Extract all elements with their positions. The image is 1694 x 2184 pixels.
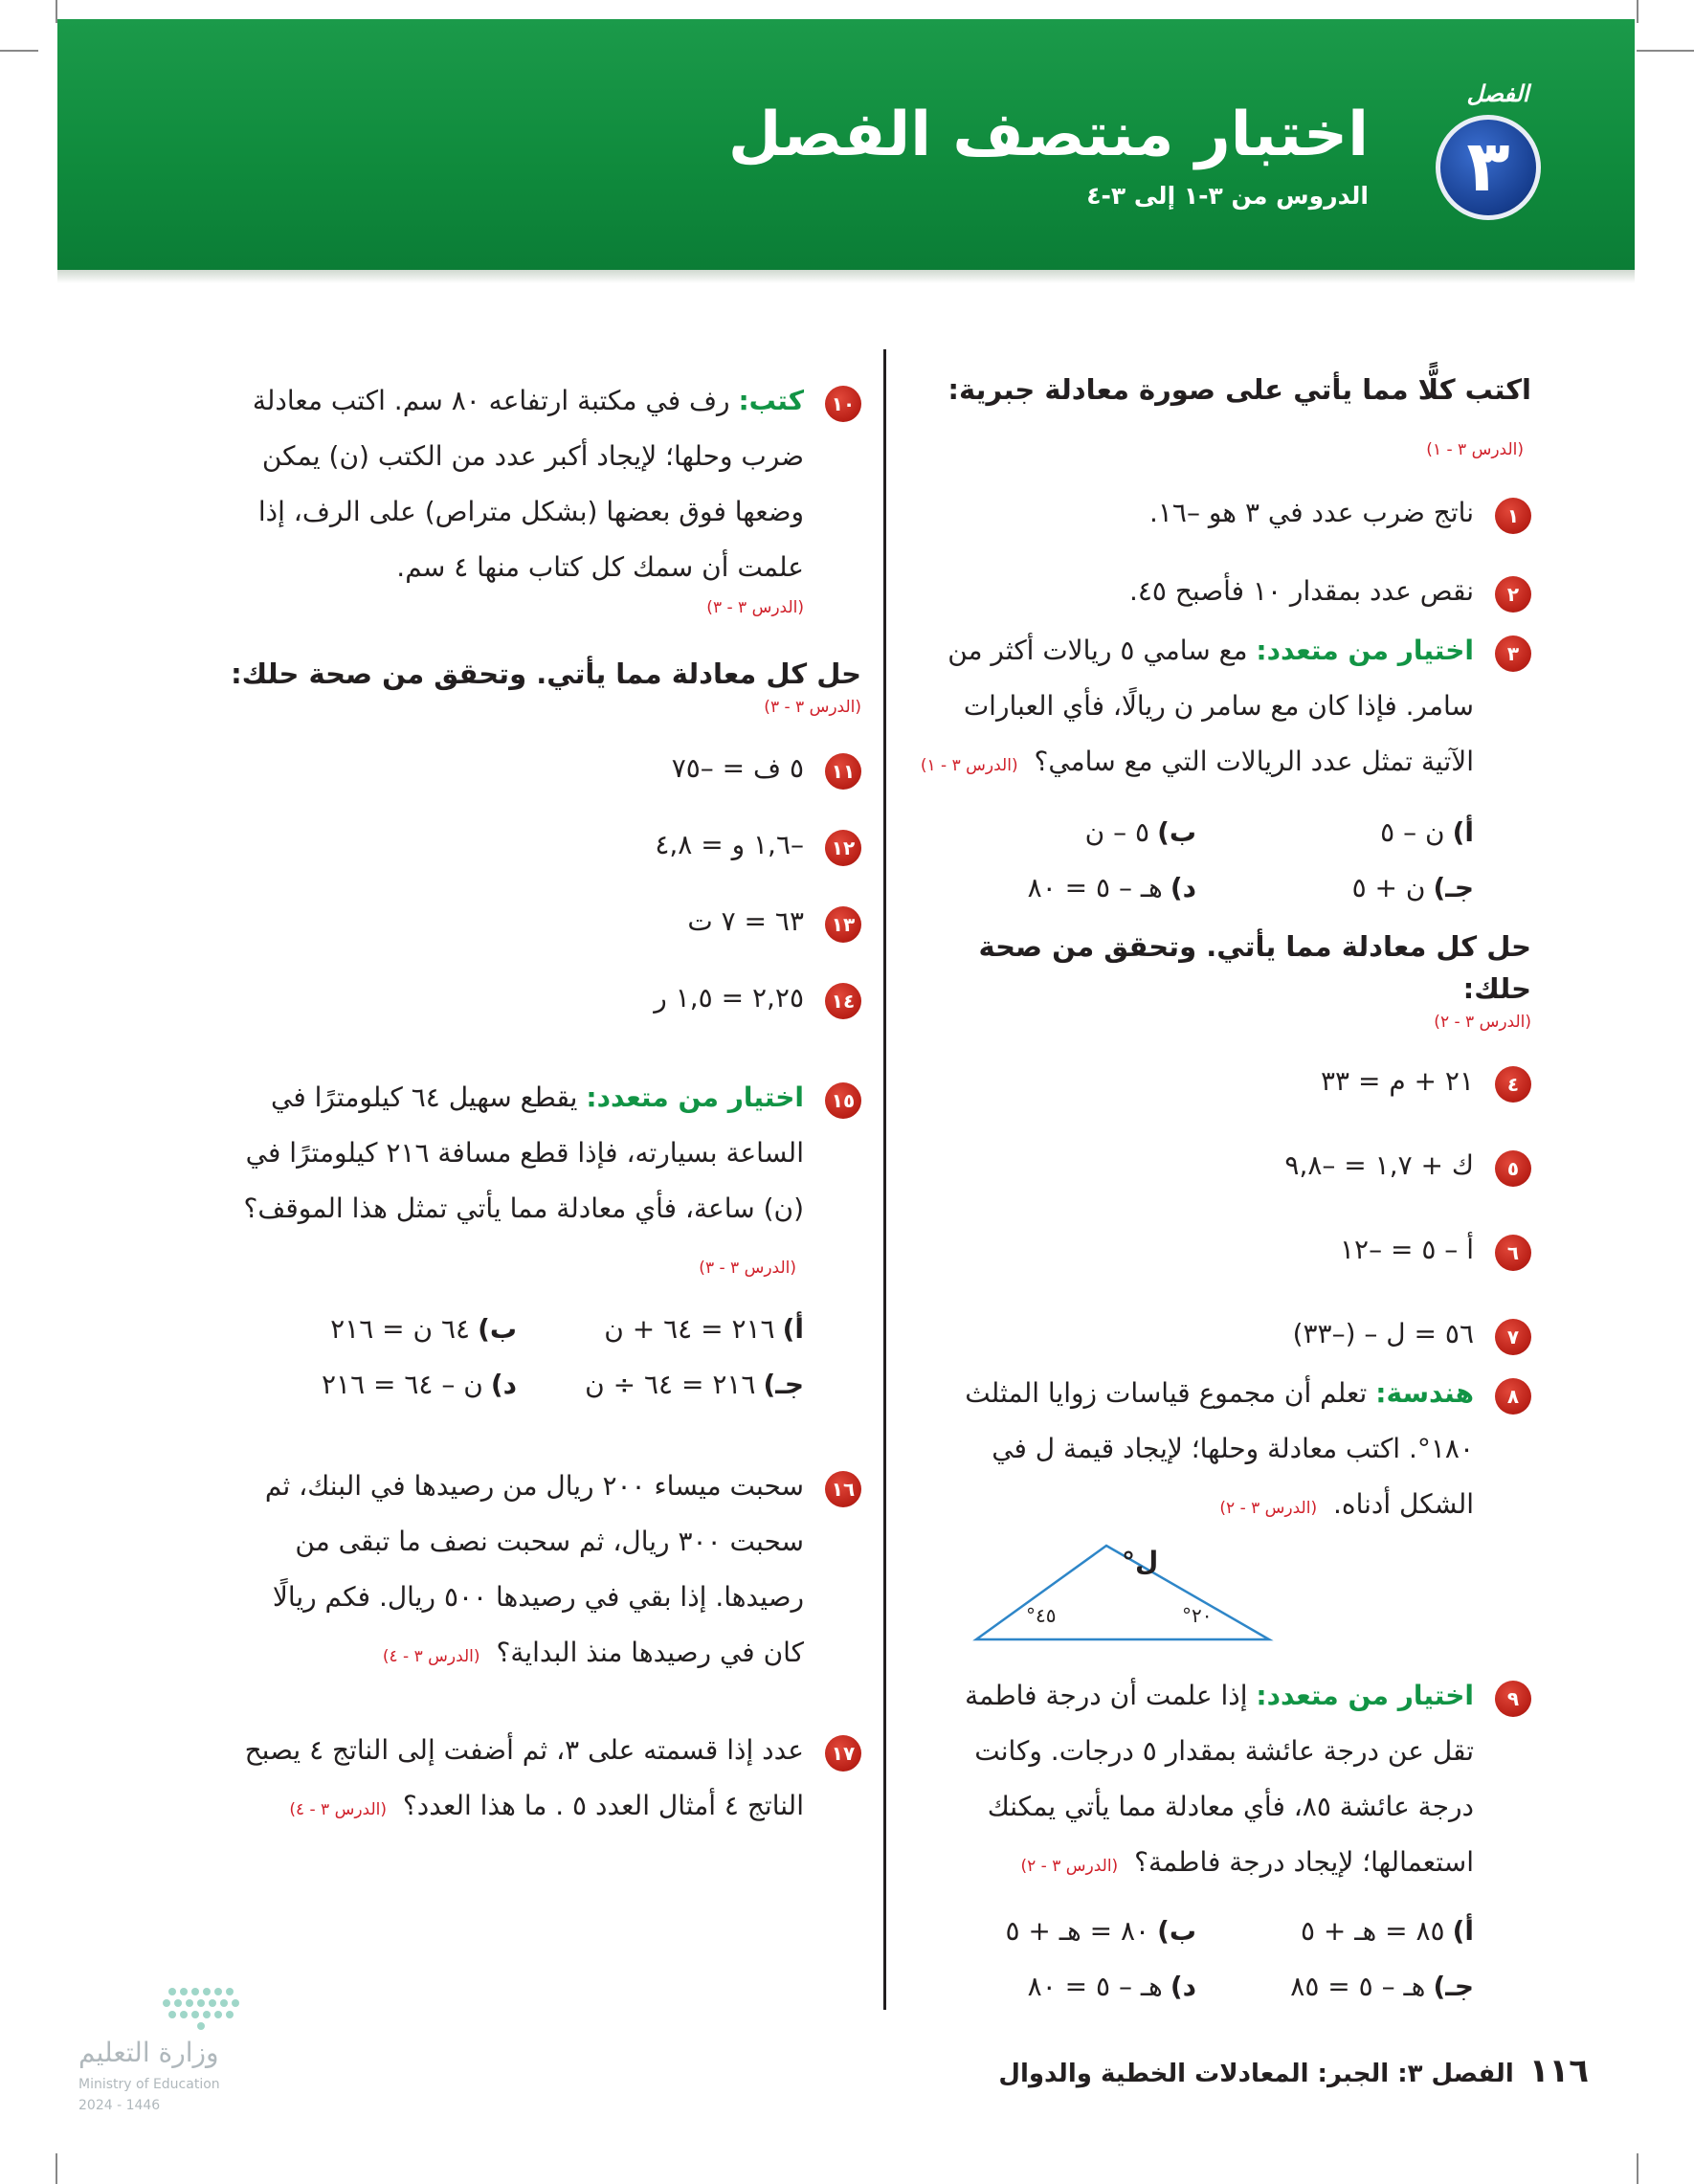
question-12 [230, 817, 861, 873]
option-b[interactable] [919, 1904, 1196, 1959]
page-number: ١١٦ [1528, 2052, 1589, 2090]
question-number-badge: ١٦ [825, 1471, 861, 1507]
option-label: د) [1170, 1971, 1196, 2002]
section-heading [919, 362, 1531, 478]
option-a[interactable] [1196, 1904, 1474, 1959]
question-text: ك + ١,٧ = –٩,٨ [1284, 1149, 1474, 1181]
question-number-badge: ١٧ [825, 1735, 861, 1772]
question-keyword: اختيار من متعدد: [1256, 1680, 1474, 1711]
question-number-badge: ٨ [1495, 1378, 1531, 1415]
question-15 [230, 1070, 861, 1413]
option-text: ٢١٦ = ٦٤ ÷ ن [585, 1369, 756, 1400]
option-label: د) [490, 1369, 517, 1400]
edition-year: 2024 - 1446 [78, 2098, 161, 2113]
question-text: ناتج ضرب عدد في ٣ هو –١٦. [1148, 497, 1474, 528]
question-1 [919, 485, 1531, 541]
section-heading [230, 653, 861, 695]
question-keyword: هندسة: [1375, 1377, 1474, 1409]
question-3 [919, 623, 1531, 916]
question-16 [230, 1459, 861, 1684]
lesson-ref: (الدرس ٣ - ٢) [1020, 1857, 1119, 1876]
question-text: سحبت ميساء ٢٠٠ ريال من رصيدها في البنك، ثم سحبت ٣٠٠ ريال، ثم سحبت نصف ما تبقى من رصيدها. إذا بقي في رصيدها ٥٠٠ ريال. فكم ريالًا كان في رصيدها منذ البداية؟ [264, 1470, 804, 1668]
question-text: –١,٦ و = ٤,٨ [655, 829, 804, 860]
option-b[interactable] [230, 1302, 517, 1357]
chapter-number-badge: ٣ [1436, 115, 1541, 220]
question-number-badge: ٢ [1495, 576, 1531, 613]
angle-label-left: ٤٥° [1026, 1604, 1057, 1627]
question-number-badge: ١٥ [825, 1082, 861, 1119]
question-number-badge: ٩ [1495, 1681, 1531, 1717]
option-label: أ) [782, 1313, 804, 1345]
question-text: رف في مكتبة ارتفاعه ٨٠ سم. اكتب معادلة ضرب وحلها؛ لإيجاد أكبر عدد من الكتب (ن) يمكن وضعها فوق بعضها (بشكل متراص) على الرف، إذا علمت أن سمك كل كتاب منها ٤ سم. [252, 385, 804, 583]
page-title: اختبار منتصف الفصل [727, 100, 1369, 170]
question-2 [919, 564, 1531, 619]
crop-mark [56, 2153, 57, 2184]
lesson-ref: (الدرس ٣ - ٣) [764, 698, 861, 717]
option-text: ن + ٥ [1351, 872, 1426, 903]
question-14 [230, 970, 861, 1026]
option-d[interactable] [919, 860, 1196, 916]
option-label: أ) [1452, 1915, 1474, 1947]
question-number-badge: ٦ [1495, 1235, 1531, 1271]
question-keyword: اختيار من متعدد: [586, 1081, 804, 1113]
angle-label-top: ل° [1122, 1546, 1159, 1577]
ministry-name-arabic: وزارة التعليم [78, 2037, 219, 2068]
option-text: ٦٤ ن = ٢١٦ [330, 1313, 471, 1345]
question-text: عدد إذا قسمته على ٣، ثم أضفت إلى الناتج ٤ يصبح الناتج ٤ أمثال العدد ٥ . ما هذا العدد؟ [244, 1734, 804, 1821]
option-a[interactable] [517, 1302, 804, 1357]
option-text: ٨٠ = هـ + ٥ [1005, 1915, 1150, 1947]
triangle-figure [919, 1536, 1474, 1660]
ministry-name-english: Ministry of Education [78, 2077, 220, 2092]
question-text: تعلم أن مجموع قياسات زوايا المثلث ١٨٠°. اكتب معادلة وحلها؛ لإيجاد قيمة ل في الشكل أدناه. [965, 1377, 1474, 1520]
lesson-ref: (الدرس ٣ - ٢) [1434, 1013, 1531, 1032]
question-number-badge: ٤ [1495, 1066, 1531, 1103]
option-label: جـ) [1433, 872, 1474, 903]
question-17 [230, 1723, 861, 1838]
question-4 [919, 1054, 1531, 1109]
question-8 [919, 1366, 1531, 1660]
question-7 [919, 1306, 1531, 1362]
answer-options [919, 805, 1474, 916]
option-c[interactable] [1196, 860, 1474, 916]
option-text: ٢١٦ = ٦٤ + ن [604, 1313, 775, 1345]
section-heading-text: حل كل معادلة مما يأتي. وتحقق من صحة حلك: [978, 930, 1531, 1005]
lesson-ref: (الدرس ٣ - ١) [920, 756, 1018, 775]
question-9 [919, 1668, 1531, 2015]
option-text: ٨٥ = هـ + ٥ [1300, 1915, 1445, 1947]
question-text: ٦٣ = ٧ ت [687, 905, 804, 937]
answer-options [919, 1904, 1474, 2015]
right-column [919, 362, 1531, 2015]
option-text: هـ – ٥ = ٨٠ [1027, 872, 1163, 903]
lesson-ref: (الدرس ٣ - ١) [1426, 440, 1524, 459]
question-text: ٥ ف = –٧٥ [671, 752, 804, 784]
answer-options [230, 1302, 804, 1413]
question-text: مع سامي ٥ ريالات أكثر من سامر. فإذا كان مع سامر ن ريالًا، فأي العبارات الآتية تمثل عدد الريالات التي مع سامي؟ [947, 635, 1474, 777]
lesson-ref: (الدرس ٣ - ٢) [1219, 1499, 1318, 1518]
question-text: ٢,٢٥ = ١,٥ ر [654, 982, 804, 1014]
option-text: هـ – ٥ = ٨٠ [1027, 1971, 1163, 2002]
option-d[interactable] [230, 1357, 517, 1413]
option-b[interactable] [919, 805, 1196, 860]
lesson-ref: (الدرس ٣ - ٤) [289, 1800, 388, 1819]
option-text: ٥ – ن [1084, 816, 1150, 848]
option-label: ب) [1157, 1915, 1196, 1947]
option-c[interactable] [1196, 1959, 1474, 2015]
column-divider [883, 349, 886, 2010]
question-text: يقطع سهيل ٦٤ كيلومترًا في الساعة بسيارته، فإذا قطع مسافة ٢١٦ كيلومترًا في (ن) ساعة، فأي معادلة مما يأتي تمثل هذا الموقف؟ [243, 1081, 804, 1224]
lesson-ref: (الدرس ٣ - ٤) [382, 1647, 480, 1666]
question-number-badge: ١ [1495, 498, 1531, 534]
chapter-label: الفصل [1466, 80, 1529, 107]
triangle-diagram [919, 1536, 1474, 1660]
question-text: نقص عدد بمقدار ١٠ فأصبح ٤٥. [1128, 575, 1474, 607]
option-label: أ) [1452, 816, 1474, 848]
footer-chapter-title: الفصل ٣: الجبر: المعادلات الخطية والدوال [998, 2060, 1514, 2088]
question-6 [919, 1222, 1531, 1278]
question-11 [230, 741, 861, 796]
banner-shadow [57, 270, 1635, 283]
question-text: ٢١ + م = ٣٣ [1320, 1065, 1474, 1097]
question-keyword: كتب: [738, 385, 804, 416]
question-number-badge: ١٤ [825, 983, 861, 1019]
lesson-ref: (الدرس ٣ - ٣) [699, 1259, 796, 1278]
crop-mark [0, 50, 38, 52]
left-column [230, 373, 861, 1838]
question-number-badge: ١٢ [825, 830, 861, 866]
option-text: ن – ٥ [1380, 816, 1445, 848]
option-d[interactable] [919, 1959, 1196, 2015]
question-number-badge: ٣ [1495, 635, 1531, 672]
question-text: أ – ٥ = –١٢ [1340, 1234, 1474, 1265]
angle-label-right: ٢٠° [1182, 1604, 1213, 1627]
option-label: جـ) [763, 1369, 804, 1400]
crop-mark [1637, 50, 1694, 52]
option-label: جـ) [1433, 1971, 1474, 2002]
question-number-badge: ٥ [1495, 1150, 1531, 1187]
question-number-badge: ١٠ [825, 386, 861, 422]
question-text: إذا علمت أن درجة فاطمة تقل عن درجة عائشة بمقدار ٥ درجات. وكانت درجة عائشة ٨٥، فأي معادلة مما يأتي يمكنك استعمالها؛ لإيجاد درجة فاطمة؟ [965, 1680, 1474, 1878]
lesson-ref: (الدرس ٣ - ٣) [706, 598, 804, 617]
question-number-badge: ١١ [825, 753, 861, 790]
section-heading-text: اكتب كلًّا مما يأتي على صورة معادلة جبرية: [947, 373, 1531, 406]
option-text: هـ – ٥ = ٨٥ [1290, 1971, 1426, 2002]
question-keyword: اختيار من متعدد: [1256, 635, 1474, 666]
option-label: ب) [478, 1313, 517, 1345]
option-label: د) [1170, 872, 1196, 903]
option-text: ن – ٦٤ = ٢١٦ [321, 1369, 483, 1400]
option-c[interactable] [517, 1357, 804, 1413]
option-label: ب) [1157, 816, 1196, 848]
page-subtitle: الدروس من ٣-١ إلى ٣-٤ [1086, 182, 1369, 210]
question-5 [919, 1138, 1531, 1193]
crop-mark [1637, 2153, 1638, 2184]
question-number-badge: ١٣ [825, 906, 861, 943]
question-10 [230, 373, 861, 620]
question-number-badge: ٧ [1495, 1319, 1531, 1355]
question-13 [230, 894, 861, 949]
crop-mark [1637, 0, 1638, 23]
option-a[interactable] [1196, 805, 1474, 860]
page-footer [998, 2052, 1589, 2090]
section-heading [919, 925, 1531, 1010]
section-heading-text: حل كل معادلة مما يأتي. وتحقق من صحة حلك: [231, 657, 861, 690]
question-text: ٥٦ = ل – (–٣٣) [1292, 1318, 1474, 1349]
